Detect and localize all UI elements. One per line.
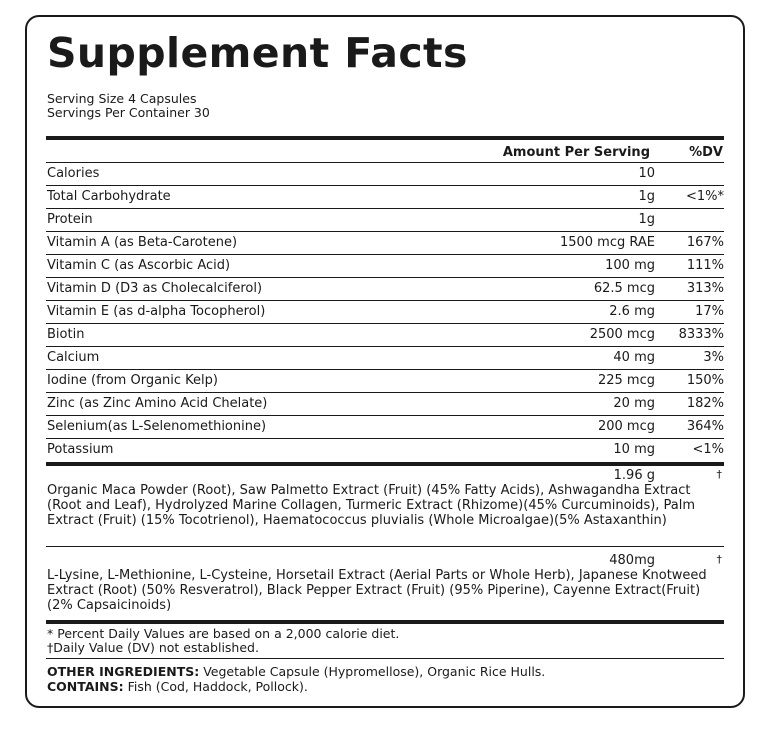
servings-per-container: Servings Per Container 30	[47, 105, 210, 120]
nutrient-amount: 2500 mcg	[589, 327, 655, 342]
nutrient-amount: 10	[638, 166, 655, 181]
nutrient-name: Zinc (as Zinc Amino Acid Chelate)	[47, 396, 268, 411]
nutrient-amount: 1g	[638, 189, 655, 204]
nutrient-amount: 20 mg	[613, 396, 655, 411]
nutrient-name: Vitamin A (as Beta-Carotene)	[47, 235, 238, 250]
nutrient-row	[46, 370, 724, 393]
nutrient-amount: 10 mg	[613, 442, 655, 457]
nutrient-dv: 313%	[686, 281, 724, 296]
contains-label: CONTAINS:	[47, 679, 124, 694]
nutrient-name: Vitamin E (as d-alpha Tocopherol)	[47, 304, 266, 319]
nutrient-dv: 167%	[686, 235, 724, 250]
nutrient-row	[46, 186, 724, 209]
nutrient-row	[46, 393, 724, 416]
other-ingredients-label: OTHER INGREDIENTS:	[47, 664, 200, 679]
nutrient-amount: 62.5 mcg	[593, 281, 655, 296]
blend-1-amount: 1.96 g	[613, 468, 655, 483]
nutrient-row	[46, 209, 724, 232]
nutrient-name: Potassium	[47, 442, 114, 457]
blend-1-ingredients: Organic Maca Powder (Root), Saw Palmetto Extract (Fruit) (45% Fatty Acids), Ashwagandha Extract (Root and Leaf), Hydrolyzed Marine Collagen, Turmeric Extract (Rhizome)(45% Curcuminoids), Palm Extract (Fruit) (15% Tocotrienol), Haematococcus pluvialis (Whole Microalgae)(5% Astaxanthin)	[47, 483, 696, 528]
nutrient-name: Calcium	[47, 350, 100, 365]
nutrient-dv: 150%	[686, 373, 724, 388]
blend-2-dv: †	[716, 553, 722, 566]
dv-not-established-footnote: †Daily Value (DV) not established.	[47, 640, 259, 655]
other-ingredients-text: Vegetable Capsule (Hypromellose), Organic Rice Hulls.	[199, 664, 546, 679]
nutrient-name: Vitamin C (as Ascorbic Acid)	[47, 258, 231, 273]
nutrient-name: Biotin	[47, 327, 85, 342]
nutrient-amount: 200 mcg	[597, 419, 655, 434]
header-top-rule	[46, 136, 724, 140]
contains-text: Fish (Cod, Haddock, Pollock).	[123, 679, 308, 694]
nutrient-row	[46, 278, 724, 301]
nutrient-dv: <1%	[692, 442, 724, 457]
nutrient-dv: 3%	[703, 350, 724, 365]
nutrient-name: Total Carbohydrate	[47, 189, 171, 204]
nutrient-name: Selenium(as L-Selenomethionine)	[47, 419, 267, 434]
nutrient-amount: 40 mg	[613, 350, 655, 365]
nutrient-dv: 111%	[686, 258, 724, 273]
nutrient-amount: 1500 mcg RAE	[559, 235, 655, 250]
nutrient-amount: 225 mcg	[597, 373, 655, 388]
panel-title: Supplement Facts	[47, 29, 468, 77]
nutrient-dv: 17%	[695, 304, 724, 319]
daily-value-header: %DV	[689, 145, 723, 160]
nutrient-name: Iodine (from Organic Kelp)	[47, 373, 218, 388]
nutrient-dv: 364%	[686, 419, 724, 434]
nutrient-amount: 2.6 mg	[609, 304, 655, 319]
nutrient-dv: <1%*	[685, 189, 724, 204]
nutrient-row	[46, 301, 724, 324]
amount-per-serving-header: Amount Per Serving	[502, 145, 650, 160]
blend-2-amount: 480mg	[609, 553, 655, 568]
nutrients-bottom-rule	[46, 462, 724, 466]
nutrient-row	[46, 439, 724, 462]
nutrient-dv: 182%	[686, 396, 724, 411]
percent-dv-footnote: * Percent Daily Values are based on a 2,000 calorie diet.	[47, 626, 400, 641]
blend-1-dv: †	[716, 468, 722, 481]
blends-bottom-rule	[46, 620, 724, 624]
nutrient-amount: 1g	[638, 212, 655, 227]
nutrient-row	[46, 347, 724, 370]
serving-size: Serving Size 4 Capsules	[47, 91, 197, 106]
nutrient-dv: 8333%	[678, 327, 724, 342]
nutrient-row	[46, 255, 724, 278]
blend-2-ingredients: L-Lysine, L-Methionine, L-Cysteine, Horsetail Extract (Aerial Parts or Whole Herb), Japanese Knotweed Extract (Root) (50% Resveratrol), Black Pepper Extract (Fruit) (95% Piperine), Cayenne Extract(Fruit)(2% Capsaicinoids)	[47, 568, 707, 613]
contains-statement	[47, 679, 308, 694]
nutrient-name: Vitamin D (D3 as Cholecalciferol)	[47, 281, 263, 296]
footnote-rule	[46, 658, 724, 659]
nutrient-row	[46, 163, 724, 186]
nutrient-row	[46, 416, 724, 439]
nutrient-name: Calories	[47, 166, 100, 181]
nutrient-row	[46, 324, 724, 347]
blend-divider	[46, 546, 724, 547]
nutrient-amount: 100 mg	[605, 258, 655, 273]
other-ingredients	[47, 664, 545, 679]
nutrient-row	[46, 232, 724, 255]
nutrient-name: Protein	[47, 212, 93, 227]
